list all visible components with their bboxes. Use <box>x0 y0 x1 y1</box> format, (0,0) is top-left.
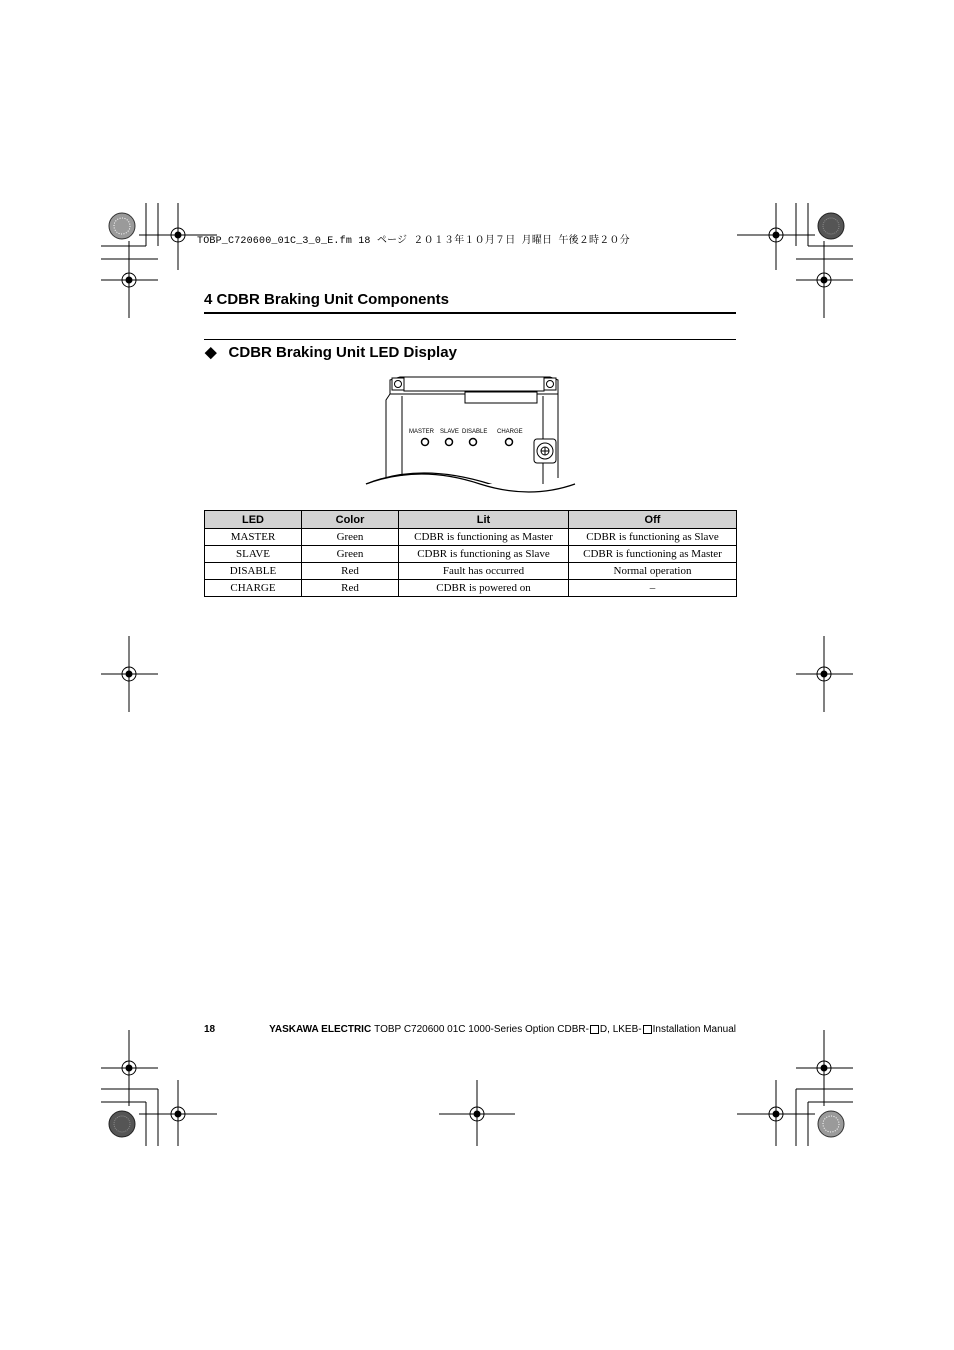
placeholder-box-icon <box>643 1025 652 1034</box>
cell-lit: Fault has occurred <box>399 563 569 580</box>
table-header-row <box>205 511 737 529</box>
cell-color: Red <box>302 580 399 597</box>
header-off: Off <box>569 511 737 529</box>
cell-color: Red <box>302 563 399 580</box>
table-row <box>205 563 737 580</box>
cell-lit: CDBR is powered on <box>399 580 569 597</box>
cell-lit: CDBR is functioning as Slave <box>399 546 569 563</box>
footer-document-title <box>269 1024 736 1035</box>
cell-off: CDBR is functioning as Slave <box>569 529 737 546</box>
cell-lit: CDBR is functioning as Master <box>399 529 569 546</box>
led-label-master: MASTER <box>409 429 435 435</box>
footer-brand: YASKAWA ELECTRIC <box>269 1024 372 1035</box>
file-header: TOBP_C720600_01C_3_0_E.fm 18 ページ ２０１３年１０月７日 月曜日 午後２時２０分 <box>197 236 630 247</box>
page-number: 18 <box>204 1024 216 1035</box>
footer-doc-part2: D, LKEB- <box>599 1024 642 1035</box>
section-title: 4 CDBR Braking Unit Components <box>204 291 450 308</box>
led-master-indicator <box>422 439 429 446</box>
footer-doc-part3: Installation Manual <box>652 1024 736 1035</box>
header-led: LED <box>205 511 302 529</box>
table-row <box>205 529 737 546</box>
subsection-rule <box>204 339 736 340</box>
led-disable-indicator <box>470 439 477 446</box>
led-status-table <box>204 510 737 597</box>
footer-doc-part1: TOBP C720600 01C 1000-Series Option CDBR- <box>374 1024 589 1035</box>
cell-off: Normal operation <box>569 563 737 580</box>
cell-led: CHARGE <box>205 580 302 597</box>
placeholder-box-icon <box>590 1025 599 1034</box>
led-charge-indicator <box>506 439 513 446</box>
cell-color: Green <box>302 529 399 546</box>
led-label-disable: DISABLE <box>462 429 488 435</box>
cell-color: Green <box>302 546 399 563</box>
header-lit: Lit <box>399 511 569 529</box>
cell-led: DISABLE <box>205 563 302 580</box>
section-rule <box>204 312 736 314</box>
led-display-figure <box>360 372 580 498</box>
diamond-bullet-icon: ◆ <box>205 344 217 361</box>
subsection-heading <box>205 343 457 361</box>
cell-led: MASTER <box>205 529 302 546</box>
cell-off: CDBR is functioning as Master <box>569 546 737 563</box>
header-color: Color <box>302 511 399 529</box>
led-slave-indicator <box>446 439 453 446</box>
subsection-title: CDBR Braking Unit LED Display <box>228 343 457 361</box>
table-row <box>205 546 737 563</box>
cell-off: – <box>569 580 737 597</box>
led-label-slave: SLAVE <box>440 429 459 435</box>
table-row <box>205 580 737 597</box>
led-label-charge: CHARGE <box>497 429 523 435</box>
cell-led: SLAVE <box>205 546 302 563</box>
